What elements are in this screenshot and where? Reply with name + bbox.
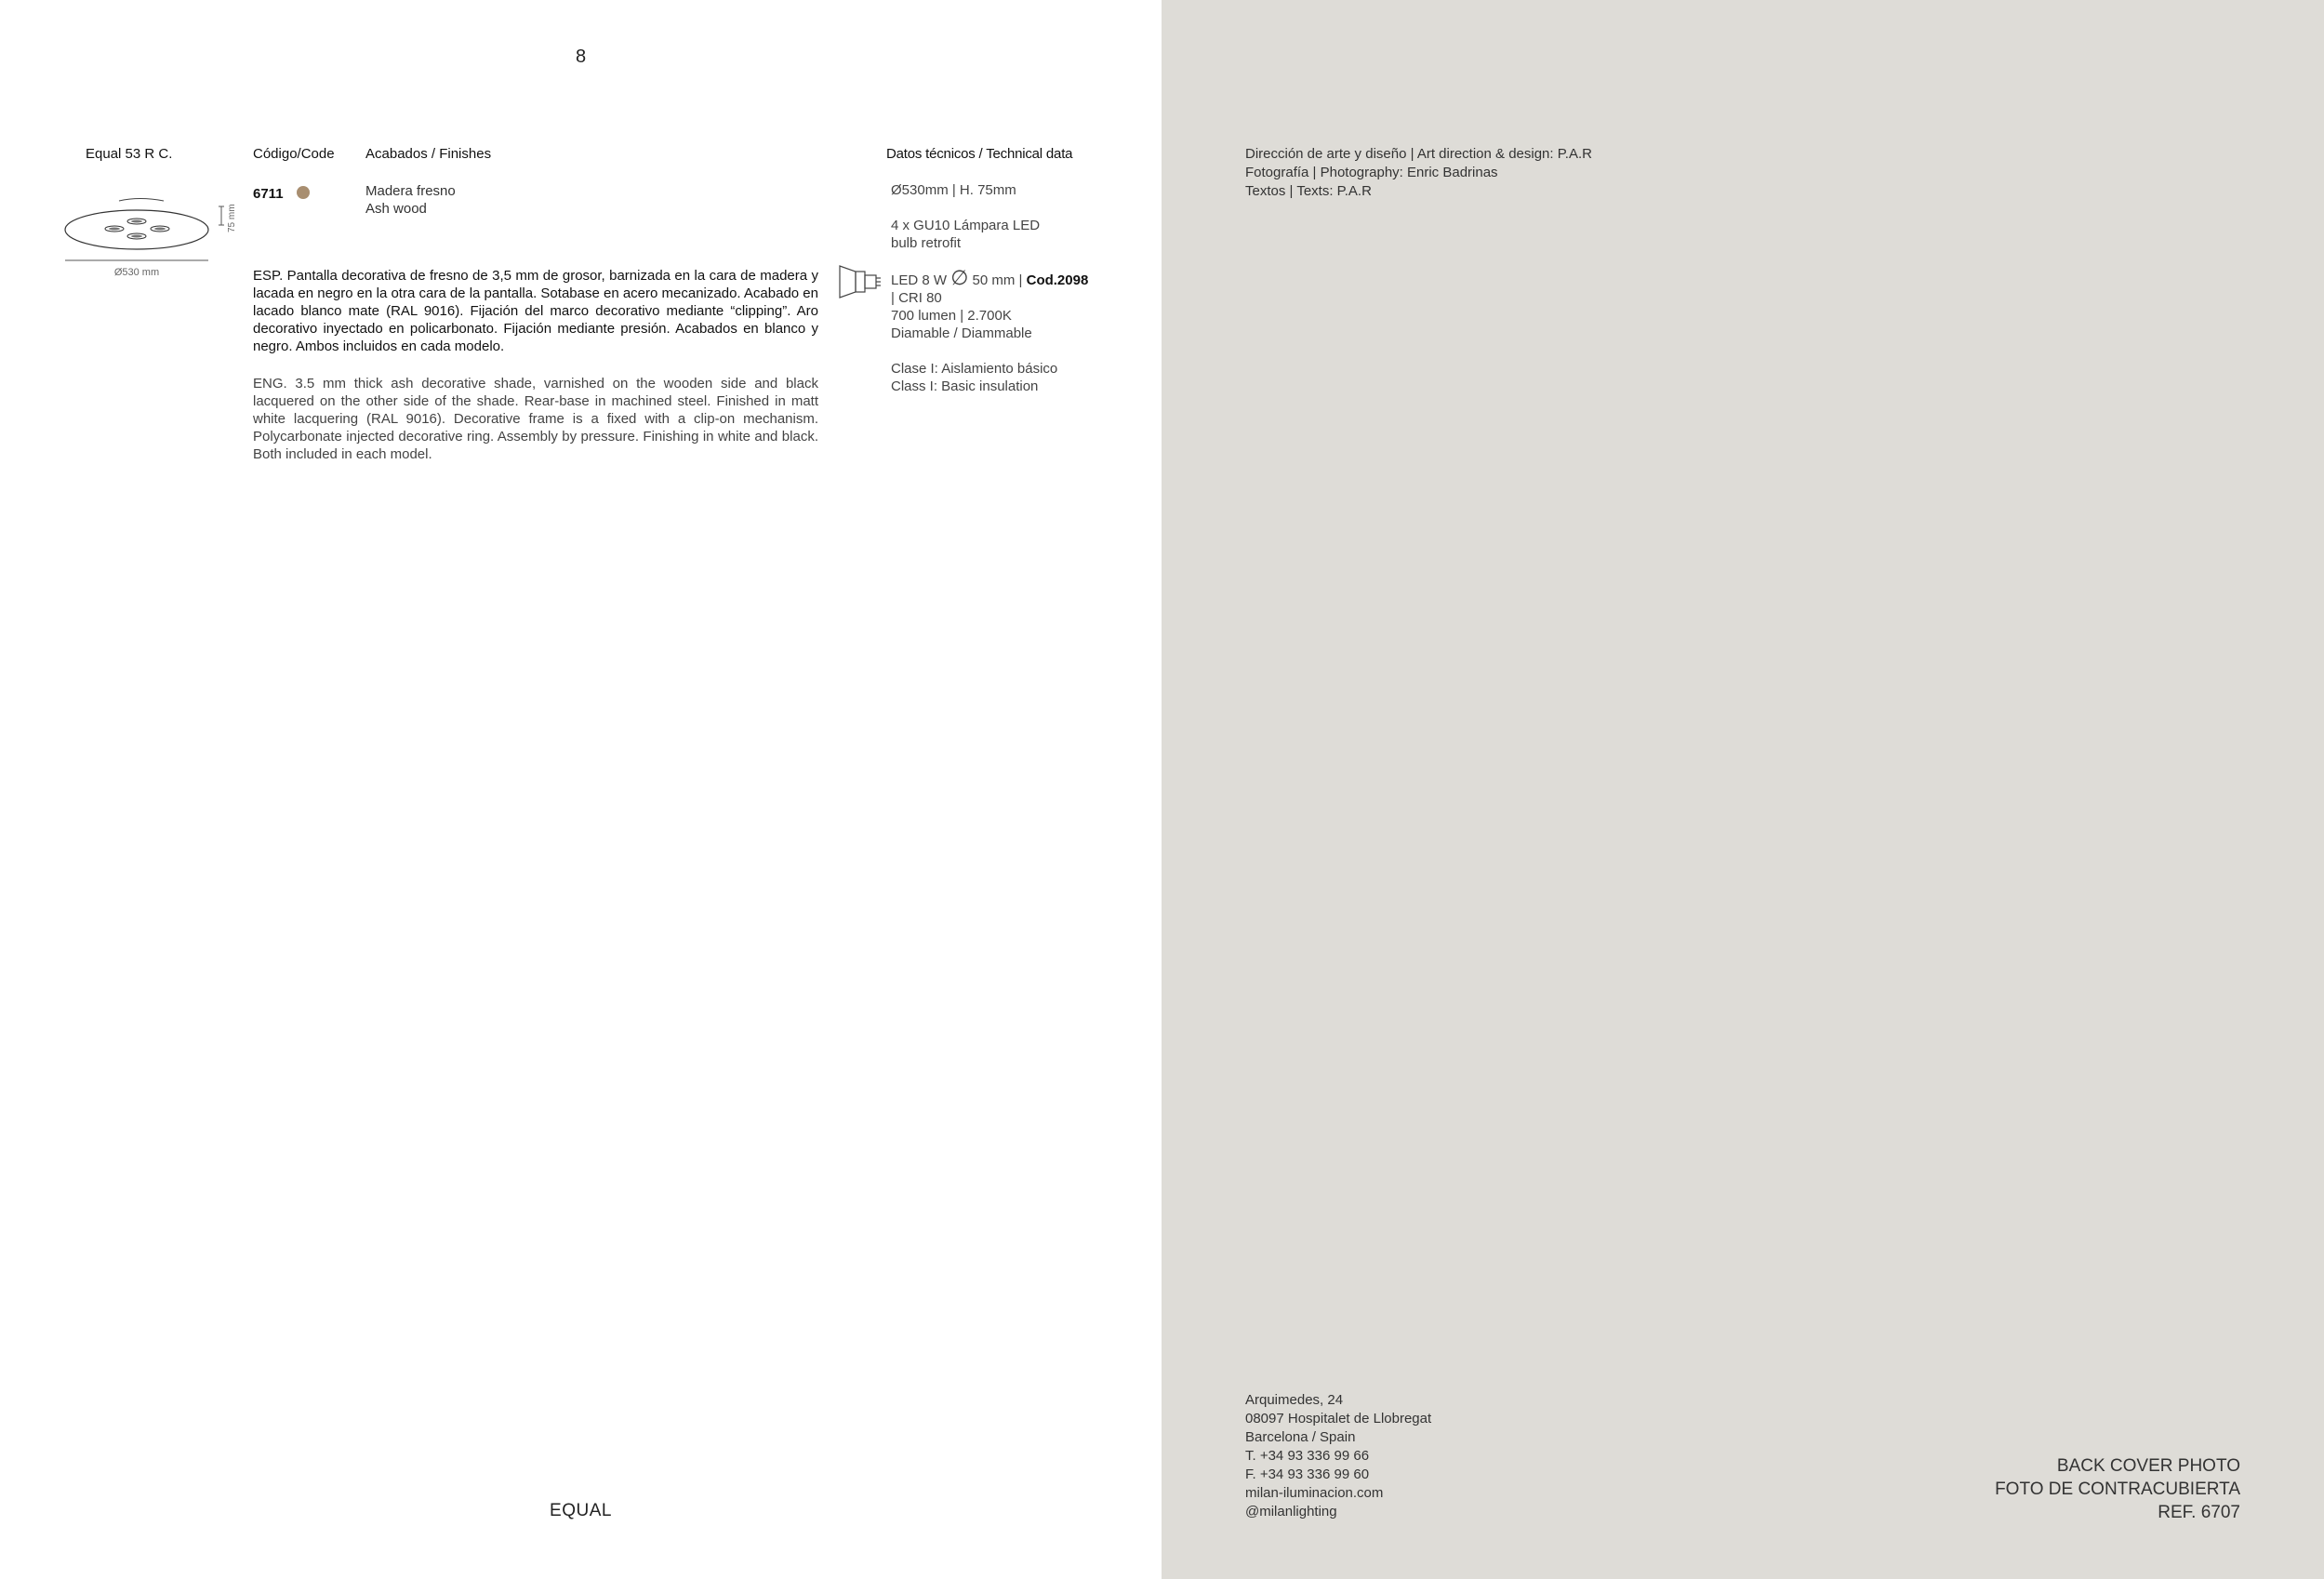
class-en: Class I: Basic insulation (891, 378, 1039, 394)
tech-lamp-line2: bulb retrofit (891, 235, 962, 251)
back-cover-note (1995, 1454, 2240, 1524)
led-lumen: 700 lumen | 2.700K (891, 308, 1012, 324)
led-dimmable: Diamable / Diammable (891, 325, 1032, 341)
code-header: Código/Code (253, 146, 335, 162)
finish-description (365, 182, 456, 218)
right-page (1162, 0, 2324, 1579)
back-cover-line: BACK COVER PHOTO (2056, 1456, 2240, 1476)
product-code: 6711 (253, 186, 284, 202)
led-code: Cod.2098 (1026, 272, 1089, 288)
tech-dimensions: Ø530mm | H. 75mm (891, 182, 1016, 198)
diameter-dimension-label: Ø530 mm (113, 267, 160, 278)
social-handle[interactable]: @milanlighting (1245, 1504, 1337, 1519)
fax-line: F. +34 93 336 99 60 (1245, 1466, 1370, 1482)
tech-insulation (891, 360, 1057, 395)
gu10-bulb-icon (837, 263, 885, 300)
company-address (1245, 1391, 1431, 1521)
tech-lamp (891, 217, 1040, 252)
description-spanish: ESP. Pantalla decorativa de fresno de 3,5 mm de grosor, barnizada en la cara de madera y lacada en negro en la otra cara de la pantalla. Sotabase en acero mecanizado. Acabado en lacado blanco mate (RAL 9016). Fijación del marco decorativo mediante “clipping”. Aro decorativo inyectado en policarbonato. Fijación mediante presión. Acabados en blanco y negro. Ambos incluidos en cada modelo. (253, 268, 818, 354)
page-number: 8 (575, 46, 587, 67)
footer-title: EQUAL (550, 1501, 612, 1520)
credit-line: Dirección de arte y diseño | Art direction & design: P.A.R (1245, 146, 1592, 162)
description-english: ENG. 3.5 mm thick ash decorative shade, varnished on the wooden side and black lacquered on the other side of the shade. Rear-base in machined steel. Finished in matt white lacquering (RAL 9016). Decorative frame is a fixed with a clip-on mechanism. Polycarbonate injected decorative ring. Assembly by pressure. Finishing in white and black. Both included in each model. (253, 376, 818, 462)
back-cover-ref: REF. 6707 (2158, 1503, 2240, 1522)
address-line: Arquimedes, 24 (1245, 1392, 1344, 1408)
led-power: LED 8 W (891, 272, 948, 288)
product-name: Equal 53 R C. (86, 146, 173, 162)
credit-line: Fotografía | Photography: Enric Badrinas (1245, 165, 1498, 180)
phone-line: T. +34 93 336 99 66 (1245, 1448, 1370, 1464)
website-link[interactable]: milan-iluminacion.com (1245, 1485, 1384, 1501)
back-cover-line: FOTO DE CONTRACUBIERTA (1995, 1479, 2240, 1499)
height-dimension-label: 75 mm (227, 204, 237, 232)
finishes-header: Acabados / Finishes (365, 146, 492, 162)
technical-data-header: Datos técnicos / Technical data (886, 146, 1073, 162)
tech-lamp-line1: 4 x GU10 Lámpara LED (891, 218, 1041, 233)
finish-es: Madera fresno (365, 183, 456, 199)
class-es: Clase I: Aislamiento básico (891, 361, 1058, 377)
led-cri: | CRI 80 (891, 290, 942, 306)
finish-swatch (297, 186, 310, 199)
finish-en: Ash wood (365, 201, 427, 217)
credits (1245, 145, 1592, 201)
tech-led (891, 266, 1089, 342)
credit-line: Textos | Texts: P.A.R (1245, 183, 1372, 199)
led-diameter: 50 mm | (972, 272, 1023, 288)
address-line: 08097 Hospitalet de Llobregat (1245, 1411, 1432, 1426)
diameter-symbol-icon: ∅ (950, 266, 969, 289)
address-line: Barcelona / Spain (1245, 1429, 1356, 1445)
